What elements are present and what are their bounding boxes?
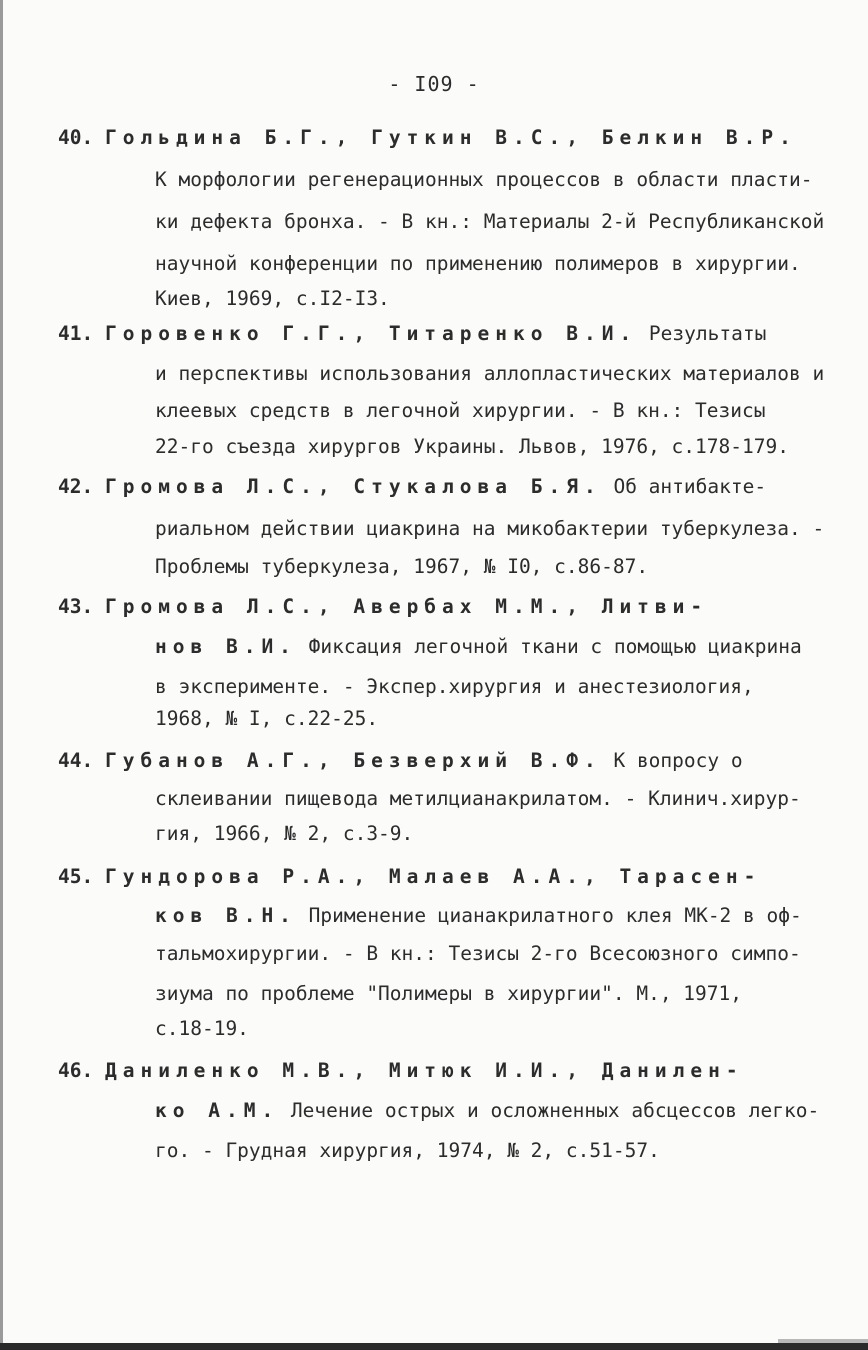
entry-45-line-3: тальмохирургии. - В кн.: Тезисы 2-го Всесоюзного симпо- [155,942,801,965]
entry-40-line-2: К морфологии регенерационных процессов в области пласти- [155,168,813,191]
entry-45-line-4: зиума по проблеме "Полимеры в хирургии". М., 1971, [155,982,742,1005]
entry-43-line-4: 1968, № I, с.22-25. [155,707,379,730]
entry-45-line-5: с.18-19. [155,1017,249,1040]
entry-45-line-1 [58,863,761,891]
entry-title-start: Результаты [637,322,767,345]
entry-43-line-2 [155,633,802,661]
entry-authors-continued: ко А.М. [155,1099,280,1122]
entry-title-start: Фиксация легочной ткани с помощью циакрина [296,635,802,658]
entry-41-line-3: клеевых средств в легочной хирургии. - В кн.: Тезисы [155,399,766,422]
entry-41-line-4: 22-го съезда хирургов Украины. Львов, 1976, с.178-179. [155,435,789,458]
entry-45-line-2 [155,902,802,930]
entry-authors-continued: ков В.Н. [155,904,297,927]
entry-number: 40. [58,126,94,149]
entry-authors: Громова Л.С., Авербах М.М., Литви- [104,595,709,618]
entry-authors-continued: нов В.И. [155,635,297,658]
entry-title-start: Применение цианакрилатного клея МК-2 в оф- [296,904,802,927]
entry-number: 41. [58,322,94,345]
entry-number: 43. [58,595,94,618]
entry-authors: Громова Л.С., Стукалова Б.Я. [104,475,602,498]
entry-title-start: Лечение острых и осложненных абсцессов легко- [279,1099,820,1122]
entry-44-line-1 [58,747,743,775]
entry-40-line-5: Киев, 1969, с.I2-I3. [155,287,390,310]
scan-edge-bottom [0,1343,868,1350]
entry-authors: Горовенко Г.Г., Титаренко В.И. [104,322,638,345]
entry-number: 44. [58,749,94,772]
entry-42-line-1 [58,473,766,501]
entry-46-line-3: го. - Грудная хирургия, 1974, № 2, с.51-57. [155,1139,660,1162]
page-number: - I09 - [388,72,480,96]
entry-40-line-4: научной конференции по применению полимеров в хирургии. [155,252,801,275]
entry-number: 46. [58,1059,94,1082]
entry-43-line-1 [58,593,708,621]
entry-42-line-3: Проблемы туберкулеза, 1967, № I0, с.86-87. [155,555,649,578]
entry-title-start: К вопросу о [601,749,743,772]
entry-authors: Губанов А.Г., Безверхий В.Ф. [104,749,602,772]
scan-edge-left [0,0,3,1350]
entry-41-line-2: и перспективы использования аллопластических материалов и [155,362,825,385]
entry-authors: Даниленко М.В., Митюк И.И., Данилен- [104,1059,744,1082]
entry-44-line-3: гия, 1966, № 2, с.3-9. [155,822,414,845]
entry-40-line-3: ки дефекта бронха. - В кн.: Материалы 2-й Республиканской [155,210,825,233]
entry-42-line-2: риальном действии циакрина на микобактерии туберкулеза. - [155,517,825,540]
entry-title-start: Об антибакте- [601,475,767,498]
entry-authors: Гольдина Б.Г., Гуткин В.С., Белкин В.Р. [104,126,797,149]
entry-authors: Гундорова Р.А., Малаев А.А., Тарасен- [104,865,762,888]
entry-43-line-3: в эксперименте. - Экспер.хирургия и анестезиология, [155,675,754,698]
entry-41-line-1 [58,320,766,348]
entry-number: 42. [58,475,94,498]
entry-number: 45. [58,865,94,888]
entry-46-line-2 [155,1097,819,1125]
entry-44-line-2: склеивании пищевода метилцианакрилатом. - Клинич.хирур- [155,787,801,810]
entry-46-line-1 [58,1057,744,1085]
entry-40-line-1 [58,124,797,152]
